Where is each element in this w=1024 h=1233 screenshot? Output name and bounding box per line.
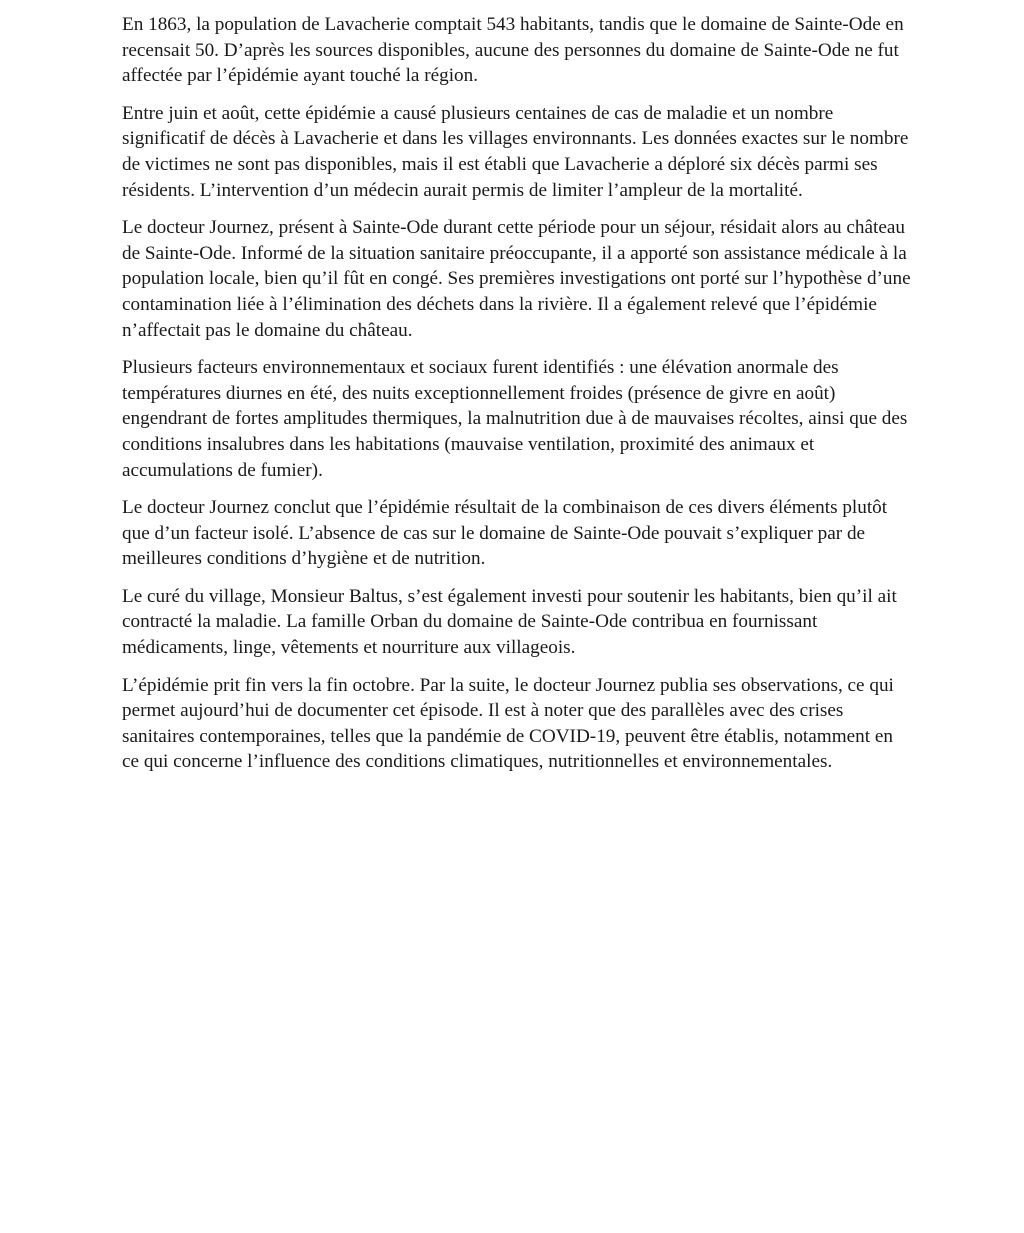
paragraph-end-of-epidemic: L’épidémie prit fin vers la fin octobre. Par la suite, le docteur Journez publia ses observations, ce qui permet aujourd’hui de documenter cet épisode. Il est à noter que des parallèles avec des crises sanitaires contemporaines, telles que la pandémie de COVID-19, peuvent être établis, notamment en ce qui concerne l’influence des conditions climatiques, nutritionnelles et environnementales. <box>122 674 894 773</box>
paragraph-conclusion: Le docteur Journez conclut que l’épidémie résultait de la combinaison de ces divers éléments plutôt que d’un facteur isolé. L’absence de cas sur le domaine de Sainte-Ode pouvait s’expliquer par de meilleures conditions d’hygiène et de nutrition. <box>122 497 888 570</box>
paragraph-population: En 1863, la population de Lavacherie comptait 543 habitants, tandis que le domaine de Sainte-Ode en recensait 50. D’après les sources disponibles, aucune des personnes du domaine de Sainte-Ode ne fut affectée par l’épidémie ayant touché la région. <box>122 14 904 87</box>
paragraph-doctor-journez: Le docteur Journez, présent à Sainte-Ode durant cette période pour un séjour, résidait alors au château de Sainte-Ode. Informé de la situation sanitaire préoccupante, il a apporté son assistance médicale à la population locale, bien qu’il fût en congé. Ses premières investigations ont porté sur l’hypothèse d’une contamination liée à l’élimination des déchets dans la rivière. Il a également relevé que l’épidémie n’affectait pas le domaine du château. <box>122 217 911 341</box>
document-body <box>122 12 912 787</box>
paragraph-factors: Plusieurs facteurs environnementaux et sociaux furent identifiés : une élévation anormale des températures diurnes en été, des nuits exceptionnellement froides (présence de givre en août) engendrant de fortes amplitudes thermiques, la malnutrition due à de mauvaises récoltes, ainsi que des conditions insalubres dans les habitations (mauvaise ventilation, proximité des animaux et accumulations de fumier). <box>122 357 908 481</box>
paragraph-cure-baltus: Le curé du village, Monsieur Baltus, s’est également investi pour soutenir les habitants, bien qu’il ait contracté la maladie. La famille Orban du domaine de Sainte-Ode contribua en fournissant médicaments, linge, vêtements et nourriture aux villageois. <box>122 585 897 659</box>
paragraph-epidemic-cases: Entre juin et août, cette épidémie a causé plusieurs centaines de cas de maladie et un nombre significatif de décès à Lavacherie et dans les villages environnants. Les données exactes sur le nombre de victimes ne sont pas disponibles, mais il est établi que Lavacherie a déploré six décès parmi ses résidents. L’intervention d’un médecin aurait permis de limiter l’ampleur de la mortalité. <box>122 102 909 201</box>
